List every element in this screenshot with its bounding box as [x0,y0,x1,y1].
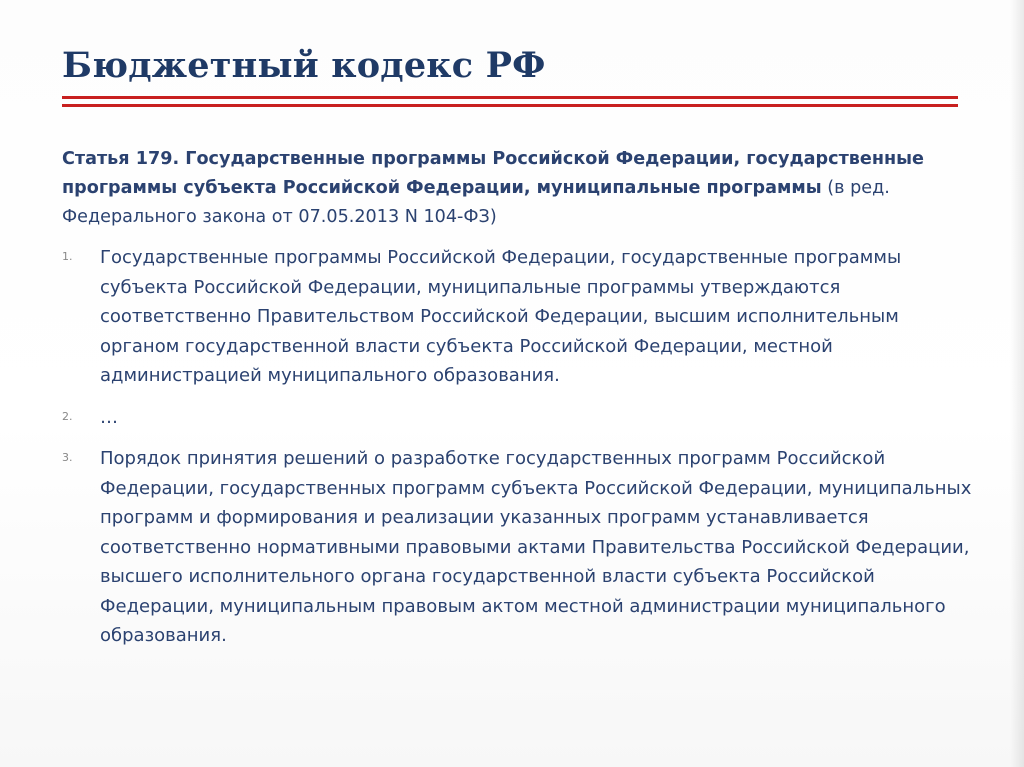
list-item-text: Порядок принятия решений о разработке государственных программ Российской Федерации, государственных программ субъекта Российской Федерации, муниципальных программ и формирования и реализации указанных программ устанавливается соответственно нормативными правовыми актами Правительства Российской Федерации, высшего исполнительного органа государственной власти субъекта Российской Федерации, муниципальным правовым актом местной администрации муниципального образования. [100,448,972,646]
slide-title: Бюджетный кодекс РФ [62,45,546,86]
list-item [62,444,982,651]
title-divider-top [62,96,958,99]
list-item-text: Государственные программы Российской Федерации, государственные программы субъекта Российской Федерации, муниципальные программы утверждаются соответственно Правительством Российской Федерации, высшим исполнительным органом государственной власти субъекта Российской Федерации, местной администрацией муниципального образования. [100,247,902,386]
list-item-number: 2. [62,409,73,423]
list-item [62,243,982,391]
article-heading [62,145,972,232]
list-item-number: 3. [62,451,73,464]
slide-edge-shadow [1010,0,1024,767]
title-divider-bottom [62,104,958,107]
article-clauses [62,243,982,651]
list-item-text: … [100,406,118,428]
list-item-number: 1. [62,250,73,263]
article-heading-title: Статья 179. Государственные программы Российской Федерации, государственные программы субъекта Российской Федерации, муниципальные программы [62,149,924,198]
article-heading-amendment: (в ред. Федерального закона от 07.05.2013 N 104-ФЗ) [62,178,890,227]
list-item [62,403,982,433]
